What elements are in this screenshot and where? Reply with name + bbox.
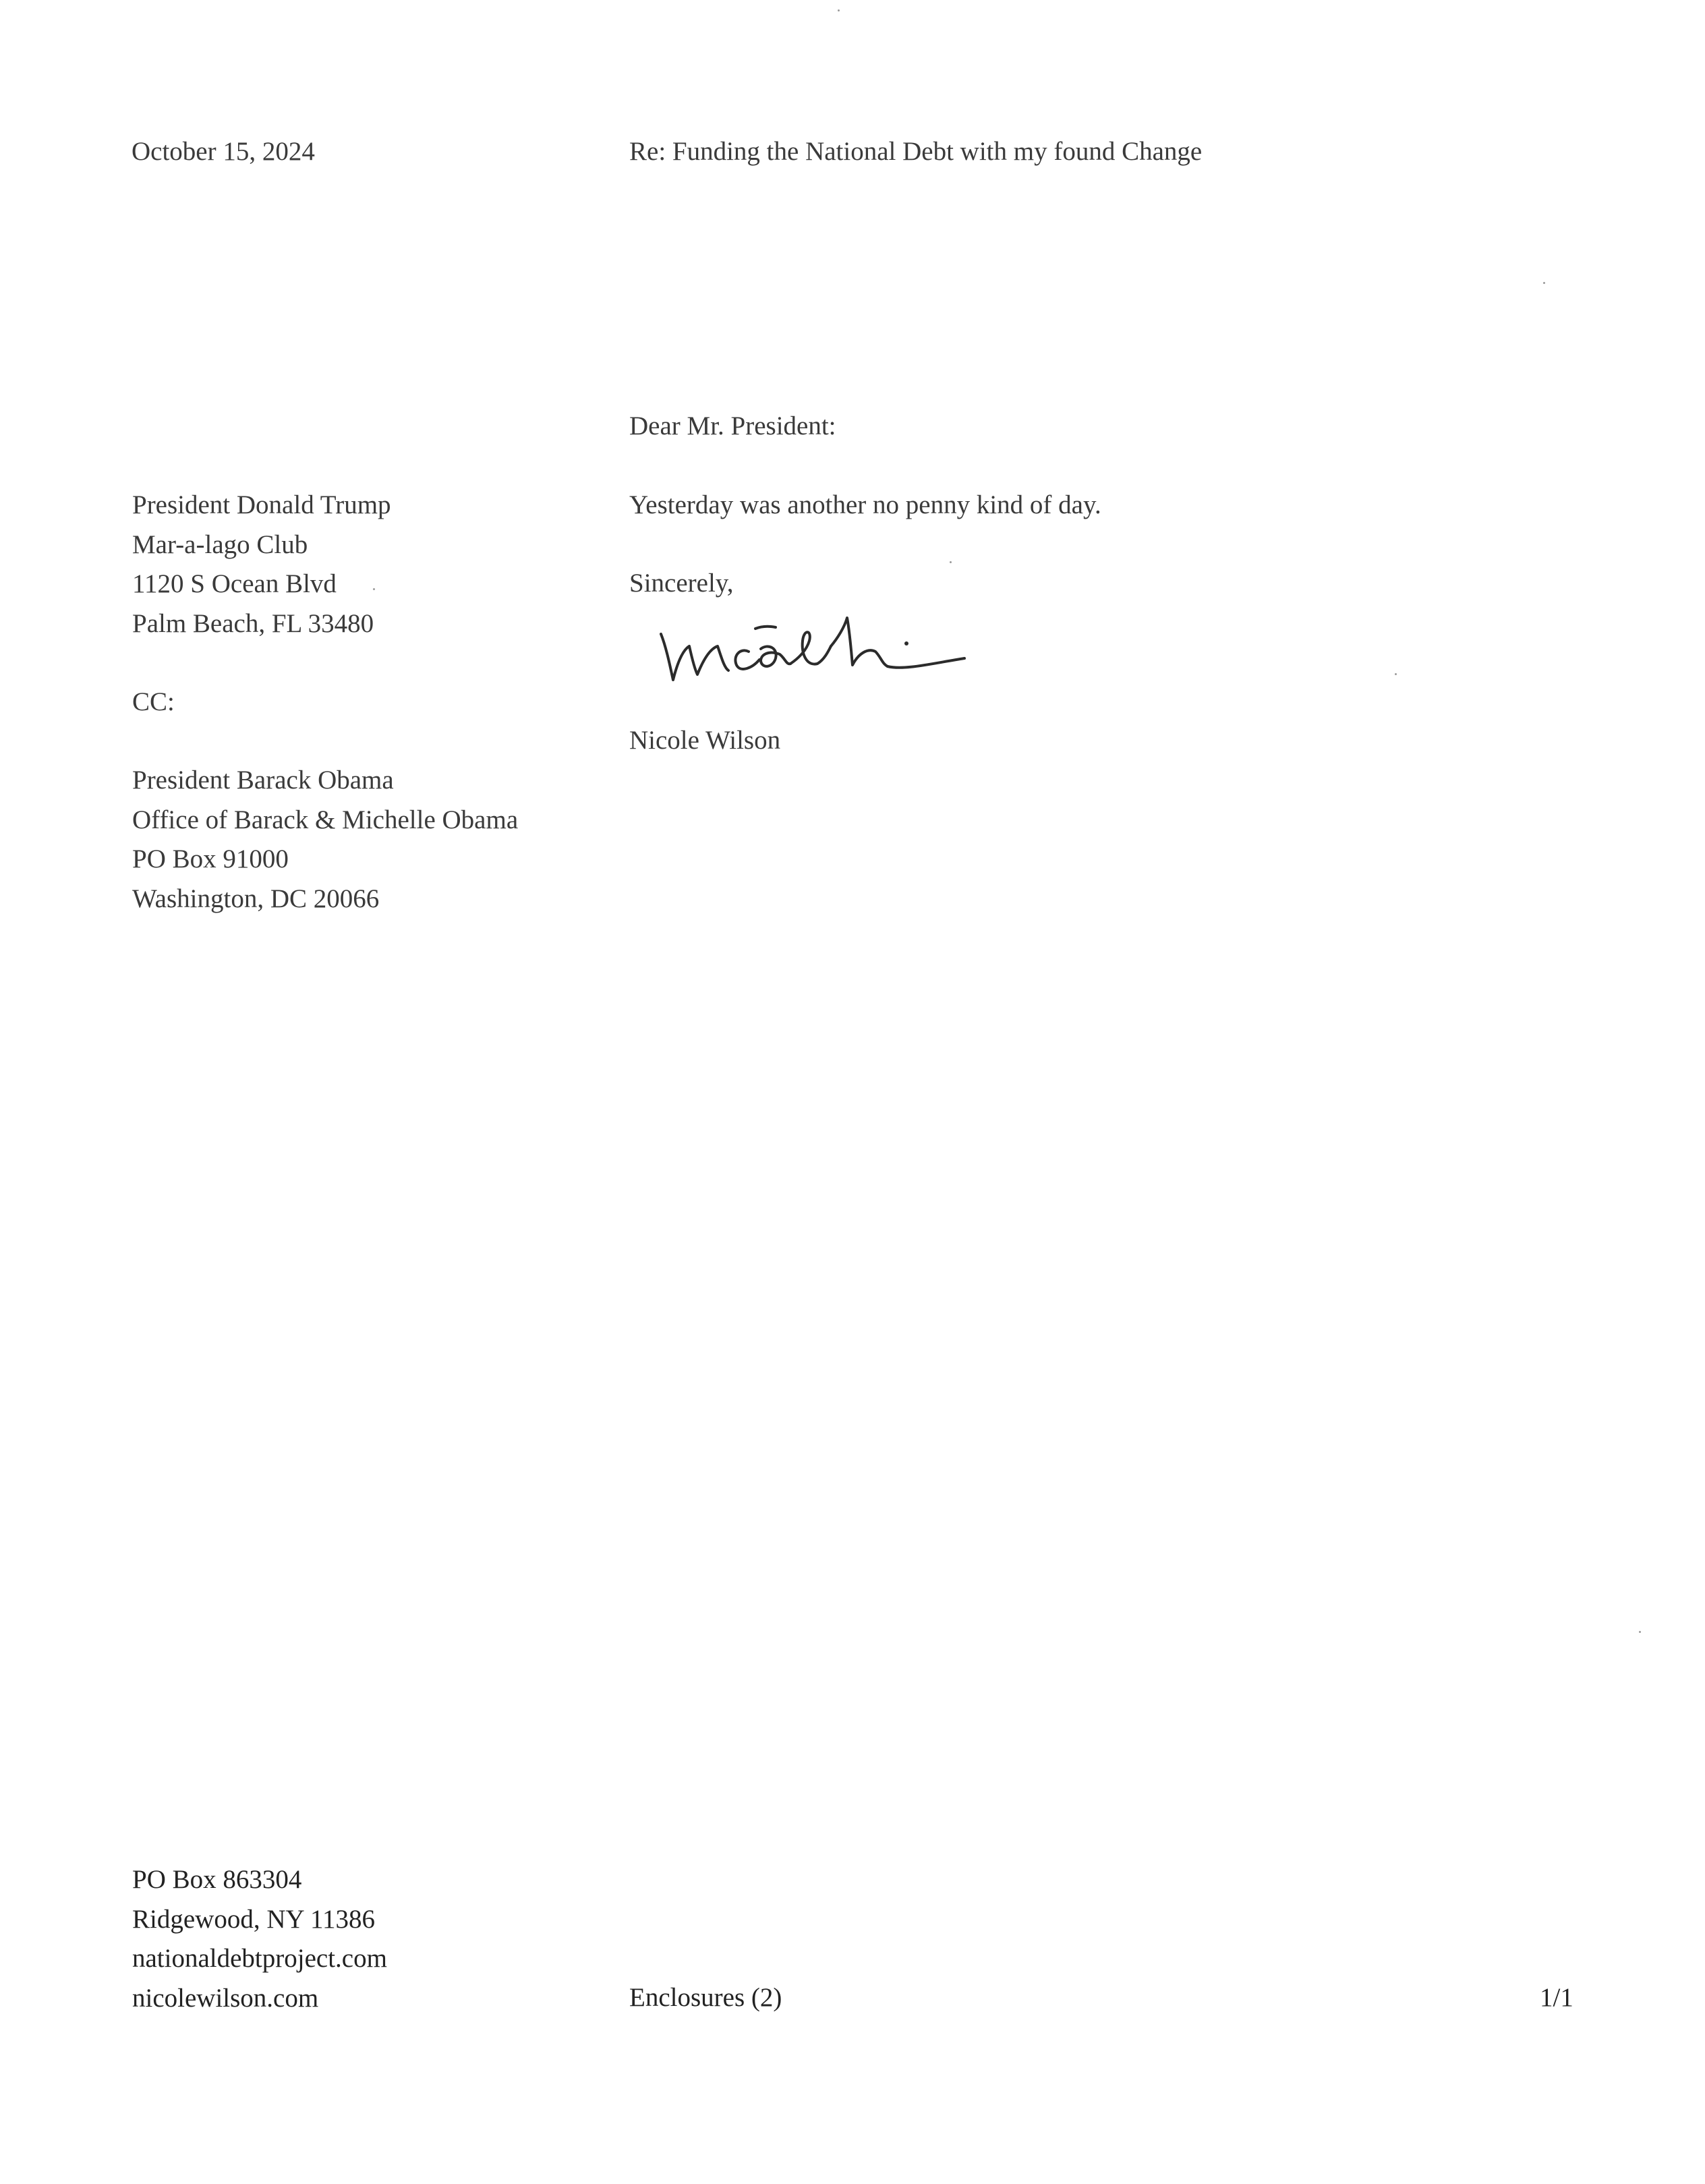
cc-line: Office of Barack & Michelle Obama <box>132 805 519 834</box>
page-number: 1/1 <box>1540 1983 1573 2012</box>
recipient-line: Mar-a-lago Club <box>132 529 308 559</box>
recipient-line: President Donald Trump <box>132 490 391 519</box>
recipient-line: 1120 S Ocean Blvd <box>132 569 337 598</box>
sender-website: nicolewilson.com <box>132 1983 319 2013</box>
cc-address <box>132 761 518 919</box>
signature-image <box>647 594 998 695</box>
recipient-line: Palm Beach, FL 33480 <box>132 608 374 638</box>
scan-speck <box>373 588 375 590</box>
cc-line: PO Box 91000 <box>132 844 289 873</box>
scan-speck <box>838 9 840 11</box>
sender-website: nationaldebtproject.com <box>132 1944 387 1973</box>
letter-body: Yesterday was another no penny kind of day. <box>629 490 1101 519</box>
letter-date: October 15, 2024 <box>132 137 315 166</box>
cc-line: Washington, DC 20066 <box>132 884 380 913</box>
sender-line: Ridgewood, NY 11386 <box>132 1904 376 1934</box>
cc-line: President Barack Obama <box>132 766 394 795</box>
scan-speck <box>1395 673 1397 675</box>
enclosures-note: Enclosures (2) <box>629 1983 782 2012</box>
scan-speck <box>1543 282 1545 284</box>
scan-speck <box>1639 1631 1641 1633</box>
salutation: Dear Mr. President: <box>629 411 836 440</box>
cc-label: CC: <box>132 687 175 716</box>
sender-line: PO Box 863304 <box>132 1865 302 1894</box>
closing: Sincerely, <box>629 569 734 598</box>
sender-footer <box>132 1860 387 2018</box>
recipient-address <box>132 486 391 643</box>
signer-name: Nicole Wilson <box>629 726 781 755</box>
letter-subject: Re: Funding the National Debt with my found Change <box>629 137 1203 166</box>
scan-speck <box>950 561 952 563</box>
